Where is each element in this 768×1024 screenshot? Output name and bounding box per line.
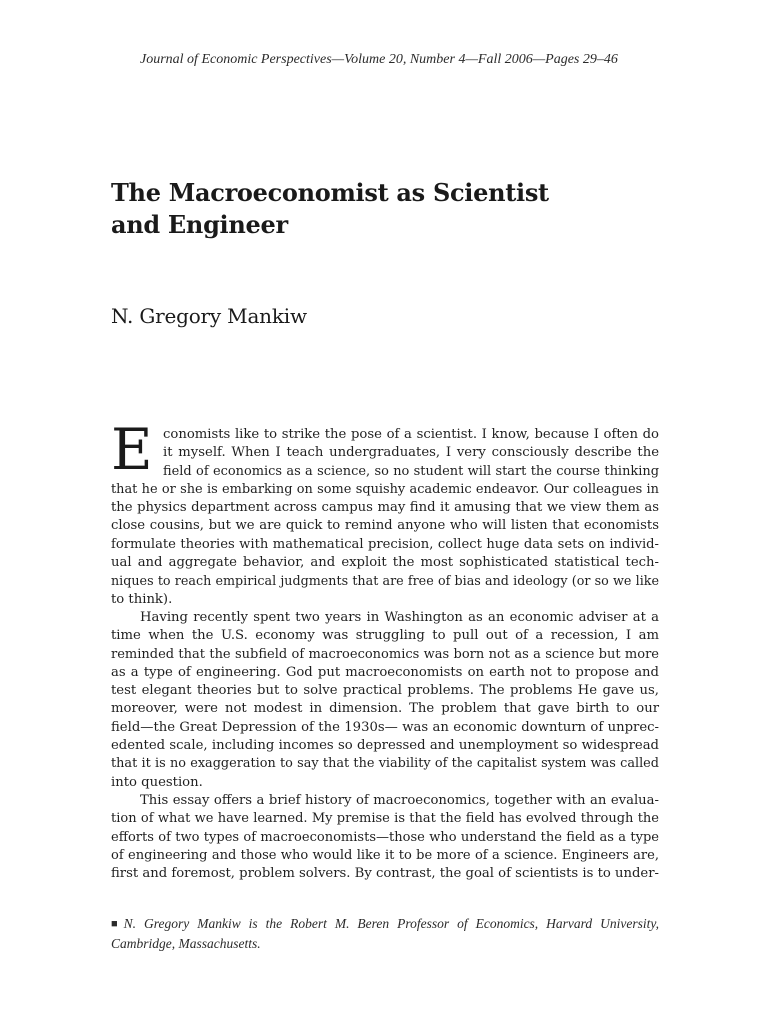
body-line: conomists like to strike the pose of a scientist. I know, because I often do bbox=[163, 427, 659, 442]
body-line: formulate theories with mathematical precision, collect huge data sets on individ- bbox=[111, 536, 659, 552]
footnote-line-1 bbox=[111, 914, 659, 934]
paragraph-1 bbox=[111, 417, 659, 609]
body-line: time when the U.S. economy was struggling to pull out of a recession, I am bbox=[111, 628, 659, 644]
body-line: moreover, were not modest in dimension. The problem that gave birth to our bbox=[111, 701, 659, 717]
article-title-line-2: and Engineer bbox=[111, 210, 288, 239]
body-line: efforts of two types of macroeconomists—those who understand the field as a type bbox=[111, 829, 659, 845]
body-line: it myself. When I teach undergraduates, I very consciously describe the bbox=[163, 445, 659, 461]
body-line: as a type of engineering. God put macroeconomists on earth not to propose and bbox=[111, 664, 659, 680]
body-line: that it is no exaggeration to say that the viability of the capitalist system was called bbox=[111, 756, 659, 772]
author-footnote bbox=[111, 914, 659, 953]
article-title-line-1: The Macroeconomist as Scientist bbox=[111, 178, 549, 207]
body-line: close cousins, but we are quick to remind anyone who will listen that economists bbox=[111, 518, 659, 534]
body-line: field—the Great Depression of the 1930s— was an economic downturn of unprec- bbox=[111, 719, 659, 735]
body-line: of engineering and those who would like it to be more of a science. Engineers are, bbox=[111, 847, 659, 863]
body-line: field of economics as a science, so no student will start the course thinking bbox=[163, 463, 659, 479]
author-name: N. Gregory Mankiw bbox=[111, 304, 307, 328]
paragraph-3 bbox=[111, 792, 659, 883]
body-line: first and foremost, problem solvers. By contrast, the goal of scientists is to under- bbox=[111, 866, 659, 882]
body-line: tion of what we have learned. My premise is that the field has evolved through the bbox=[111, 811, 659, 827]
running-head: Journal of Economic Perspectives—Volume 20, Number 4—Fall 2006—Pages 29–46 bbox=[140, 52, 618, 67]
body-line: niques to reach empirical judgments that are free of bias and ideology (or so we like bbox=[111, 573, 659, 589]
paragraph-2 bbox=[111, 609, 659, 792]
body-line: This essay offers a brief history of macroeconomics, together with an evalua- bbox=[140, 792, 659, 808]
body-line: ual and aggregate behavior, and exploit the most sophisticated statistical tech- bbox=[111, 555, 659, 571]
body-line: Having recently spent two years in Washington as an economic adviser at a bbox=[140, 609, 659, 625]
drop-cap: E bbox=[111, 417, 153, 483]
article-body bbox=[111, 417, 659, 883]
body-line: the physics department across campus may find it amusing that we view them as bbox=[111, 500, 659, 516]
body-line: reminded that the subfield of macroeconomics was born not as a science but more bbox=[111, 646, 659, 662]
body-line: into question. bbox=[111, 774, 203, 790]
square-bullet-icon: ■ bbox=[111, 918, 118, 930]
body-line: test elegant theories but to solve practical problems. The problems He gave us, bbox=[111, 683, 659, 699]
article-title bbox=[111, 177, 671, 241]
body-line: edented scale, including incomes so depressed and unemployment so widespread bbox=[111, 738, 659, 754]
footnote-text-1: N. Gregory Mankiw is the Robert M. Beren Professor of Economics, Harvard University, bbox=[123, 916, 659, 931]
body-line: that he or she is embarking on some squishy academic endeavor. Our colleagues in bbox=[111, 481, 659, 497]
body-line: to think). bbox=[111, 591, 173, 607]
footnote-line-2: Cambridge, Massachusetts. bbox=[111, 936, 261, 951]
